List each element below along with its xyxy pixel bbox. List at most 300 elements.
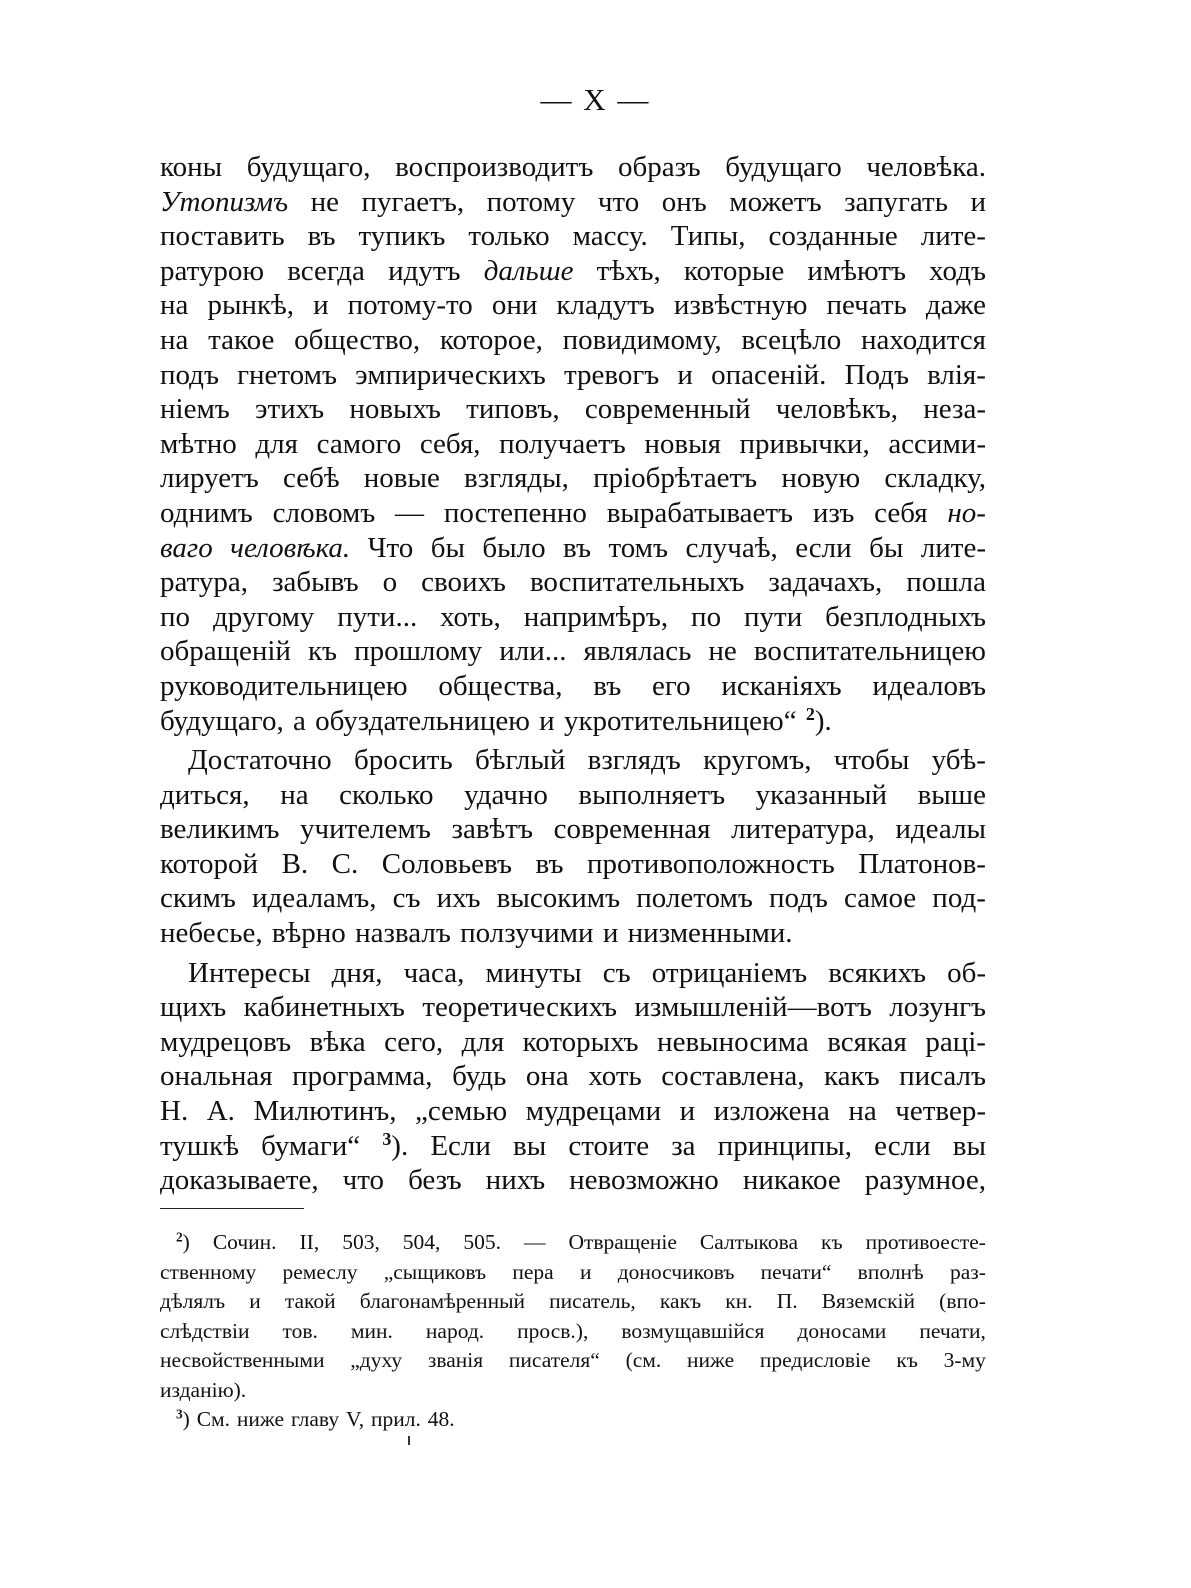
text-run: онъ — [661, 185, 707, 218]
text-line — [160, 150, 986, 185]
text-run: учителемъ — [300, 813, 431, 846]
word — [160, 881, 236, 916]
word — [845, 358, 909, 393]
text-run: — — [523, 1230, 546, 1254]
text-run: будущаго — [725, 151, 842, 183]
word — [848, 1094, 876, 1129]
text-run: самое — [844, 882, 917, 915]
word — [160, 1059, 273, 1094]
word — [744, 600, 802, 635]
text-run: неза- — [923, 393, 986, 426]
word — [944, 1346, 986, 1376]
text-line — [160, 990, 986, 1025]
text-run: задачахъ, — [768, 566, 883, 599]
text-run: всегда — [287, 254, 365, 287]
text-run: всецѣло — [741, 323, 842, 356]
text-run: вѣрно — [271, 917, 346, 950]
text-run: всякихъ — [828, 956, 926, 989]
word — [466, 392, 559, 427]
word — [255, 427, 298, 462]
word — [661, 1059, 804, 1094]
text-run: пугаетъ, — [361, 185, 465, 218]
word — [768, 219, 897, 254]
word — [684, 254, 784, 289]
text-run: отрицаніемъ — [651, 956, 808, 989]
word — [403, 1228, 441, 1258]
word — [300, 1228, 320, 1258]
text-run: однимъ — [160, 496, 253, 529]
footnote-line — [160, 1405, 986, 1435]
word — [608, 531, 668, 566]
text-run: поставить — [160, 220, 285, 253]
text-run: исканіяхъ — [721, 669, 842, 702]
text-run: если — [874, 1129, 931, 1162]
text-run: мудрецами — [525, 1095, 662, 1128]
word — [188, 743, 332, 778]
word — [947, 496, 986, 531]
text-run: съ — [602, 956, 631, 989]
word — [844, 185, 948, 220]
word — [230, 531, 350, 566]
text-run: идутъ — [388, 254, 461, 287]
word — [906, 565, 986, 600]
word — [160, 531, 213, 566]
word — [813, 496, 854, 531]
text-run: небесье, — [160, 917, 263, 950]
text-run: возмущавшійся — [621, 1318, 765, 1343]
word — [160, 778, 250, 813]
word — [176, 1405, 190, 1435]
text-run: что — [342, 1164, 385, 1197]
text-run: будущаго, — [160, 704, 284, 737]
text-run: ратура, — [160, 566, 249, 599]
text-line — [160, 565, 986, 600]
text-run: бросить — [353, 744, 453, 777]
word — [468, 219, 549, 254]
word — [888, 427, 986, 462]
text-run: имѣютъ — [807, 254, 906, 287]
page-number: — X — — [540, 82, 651, 117]
word — [253, 1094, 396, 1129]
text-line — [160, 392, 986, 427]
text-run: кн. — [725, 1289, 753, 1313]
text-run: и — [539, 704, 555, 737]
text-run: 3-му — [943, 1348, 986, 1372]
word — [272, 916, 346, 951]
word — [252, 881, 377, 916]
emphasis: человѣка. — [230, 531, 351, 564]
word — [160, 916, 263, 951]
text-run: новую — [781, 462, 861, 495]
text-run: словомъ — [272, 496, 376, 529]
text-run: ) — [182, 1407, 190, 1431]
text-run: никакое — [742, 1164, 841, 1197]
word — [652, 669, 691, 704]
print-speck — [408, 1436, 410, 1445]
word — [564, 358, 659, 393]
word — [760, 1346, 871, 1376]
word — [939, 1287, 986, 1317]
word — [671, 1129, 695, 1164]
word — [573, 219, 648, 254]
word — [660, 1287, 701, 1317]
text-run: лируетъ — [160, 462, 259, 495]
text-run: запугать — [844, 185, 948, 218]
text-run: 504, — [402, 1230, 441, 1254]
text-run: доносами — [797, 1318, 887, 1343]
text-run: выше — [917, 778, 986, 811]
word — [861, 323, 986, 358]
text-run: Типы, — [670, 220, 746, 253]
word — [578, 778, 725, 813]
text-run: П. — [776, 1289, 798, 1313]
word — [593, 461, 757, 496]
text-run: для — [255, 427, 298, 460]
text-line — [160, 1129, 986, 1164]
text-run: вы — [952, 1129, 986, 1162]
word — [188, 956, 310, 991]
text-run: человѣка. — [866, 151, 986, 183]
text-run: себѣ — [282, 462, 340, 495]
text-run: указанный — [755, 778, 888, 811]
word — [636, 881, 753, 916]
word — [160, 288, 188, 323]
word — [350, 1346, 402, 1376]
text-run: укротительницею“ — [563, 704, 797, 737]
text-run: Отвращеніе — [568, 1230, 677, 1254]
word — [539, 704, 555, 739]
word — [294, 323, 420, 358]
text-run: подъ — [768, 882, 828, 915]
word — [517, 1317, 588, 1347]
text-run: случаѣ, — [685, 531, 778, 564]
text-run: забывъ — [272, 566, 359, 599]
text-run: слѣдствіи — [160, 1318, 250, 1343]
word — [383, 565, 398, 600]
word — [711, 358, 826, 393]
text-run: Платонов- — [858, 847, 986, 880]
word — [208, 323, 274, 358]
text-run: потому — [486, 185, 576, 218]
word — [310, 1025, 366, 1060]
word — [497, 881, 621, 916]
text-run: будь — [452, 1060, 507, 1093]
word — [970, 185, 986, 220]
text-run: человѣкъ, — [775, 393, 899, 426]
word — [844, 881, 916, 916]
text-run: мѣтно — [160, 427, 237, 460]
text-run: о — [382, 566, 398, 599]
text-run: мин. — [350, 1318, 393, 1343]
text-run: программа, — [292, 1060, 433, 1093]
text-run: влія- — [927, 358, 986, 391]
text-run: которое, — [439, 323, 543, 356]
text-run: вполнѣ — [857, 1259, 924, 1284]
text-run: предисловіе — [759, 1348, 871, 1372]
word — [634, 990, 871, 1025]
text-run: опасеній. — [711, 358, 827, 391]
word — [929, 254, 986, 289]
word — [781, 461, 860, 496]
word — [626, 1346, 662, 1376]
emphasis: ваго — [160, 531, 213, 564]
text-run: тревогъ — [563, 358, 660, 391]
word — [674, 288, 808, 323]
text-run: 505. — [463, 1230, 501, 1254]
text-run: доносчиковъ — [617, 1259, 735, 1284]
word — [261, 1129, 360, 1164]
text-run: сего, — [384, 1025, 444, 1058]
word — [731, 812, 875, 847]
word — [603, 916, 619, 951]
word — [317, 427, 402, 462]
word — [388, 254, 460, 289]
text-line — [160, 185, 986, 220]
text-run: бы — [430, 531, 465, 564]
text-run: за — [671, 1129, 696, 1162]
word — [825, 600, 986, 635]
footnote-marker: 3 — [382, 1128, 392, 1149]
text-run: и — [313, 289, 329, 322]
text-run: по — [160, 600, 191, 633]
footnote-line — [160, 1346, 986, 1376]
word — [671, 219, 746, 254]
word — [213, 1228, 277, 1258]
word — [921, 219, 986, 254]
text-run: привычки, — [739, 427, 870, 460]
emphasis: дальше — [483, 254, 574, 287]
text-run: раз- — [949, 1259, 986, 1284]
word — [536, 847, 564, 882]
word — [607, 496, 793, 531]
word — [512, 1258, 553, 1288]
text-run: созданные — [768, 220, 898, 253]
word — [797, 1317, 886, 1347]
text-run: и — [679, 1095, 696, 1128]
text-run: II, — [299, 1230, 320, 1254]
emphasis: Утопизмъ — [160, 185, 289, 218]
word — [569, 1163, 719, 1198]
word — [160, 323, 188, 358]
word — [524, 1228, 546, 1258]
text-run: нихъ — [485, 1164, 546, 1197]
word — [513, 1129, 546, 1164]
text-run: идеаламъ, — [251, 882, 377, 915]
word — [827, 1025, 907, 1060]
text-run: бы — [869, 531, 904, 564]
word — [404, 956, 465, 991]
footnote-line — [160, 1258, 986, 1288]
word — [564, 704, 797, 739]
word — [283, 461, 340, 496]
text-run: пути... — [337, 600, 418, 633]
word — [160, 1163, 319, 1198]
word — [768, 565, 882, 600]
text-line — [160, 1094, 986, 1129]
text-run: Салтыкова — [699, 1230, 799, 1254]
text-run: доказываете, — [160, 1164, 319, 1197]
text-run: 503, — [342, 1230, 380, 1254]
text-line — [160, 1163, 986, 1198]
word — [598, 185, 639, 220]
text-run: назвалъ — [355, 917, 451, 950]
text-line — [160, 461, 986, 496]
word — [308, 219, 336, 254]
word — [685, 531, 777, 566]
text-run: этихъ — [255, 393, 325, 426]
word — [523, 1025, 639, 1060]
word — [926, 288, 986, 323]
word — [583, 634, 691, 669]
text-run: не — [310, 185, 340, 218]
word — [280, 778, 308, 813]
word — [587, 847, 835, 882]
text-run: печати“ — [760, 1259, 832, 1284]
word — [568, 1228, 677, 1258]
text-run: народ. — [425, 1318, 485, 1343]
text-run: печати, — [919, 1318, 986, 1343]
text-run: къ — [307, 635, 338, 668]
text-run: завѣтъ — [451, 813, 533, 846]
text-run: на — [160, 289, 189, 322]
word — [950, 1258, 986, 1288]
text-run: безплодныхъ — [825, 600, 986, 633]
word — [291, 1405, 339, 1435]
word — [858, 847, 986, 882]
text-run: она — [525, 1060, 569, 1093]
word — [237, 358, 337, 393]
text-run: полетомъ — [636, 882, 753, 915]
text-run: V, — [345, 1407, 365, 1431]
text-line — [160, 778, 986, 813]
footnote-line — [160, 1228, 986, 1258]
text-run: противоположность — [586, 847, 835, 880]
text-run: въ — [535, 847, 564, 880]
word — [499, 427, 626, 462]
text-run: лите- — [920, 531, 986, 564]
text-run: на — [280, 778, 309, 811]
text-run: невыносима — [657, 1025, 809, 1058]
word — [795, 531, 851, 566]
word — [408, 1163, 462, 1198]
text-run: хоть — [588, 1060, 642, 1093]
word — [351, 1317, 393, 1347]
text-run: или... — [499, 635, 567, 668]
text-run: низменными. — [627, 917, 793, 950]
word — [426, 1317, 484, 1347]
text-run: такое — [208, 323, 275, 356]
word — [821, 1228, 843, 1258]
text-line — [160, 743, 986, 778]
text-run: идеалы — [895, 813, 986, 846]
text-run: новыхъ — [349, 393, 441, 426]
word — [657, 1025, 809, 1060]
word — [393, 881, 421, 916]
word — [769, 881, 828, 916]
text-line — [160, 323, 986, 358]
text-run: разумное, — [864, 1164, 986, 1197]
word — [160, 185, 288, 220]
text-run: воспроизводитъ — [395, 151, 594, 183]
word — [927, 358, 986, 393]
word — [160, 150, 222, 185]
text-run: и — [677, 358, 693, 391]
text-run: невозможно — [569, 1164, 719, 1197]
word — [899, 1059, 986, 1094]
word — [858, 1258, 924, 1288]
footnote-marker: 3 — [176, 1406, 183, 1422]
word — [300, 812, 431, 847]
text-run: своихъ — [421, 566, 506, 599]
text-run: извѣстную — [673, 289, 808, 322]
word — [207, 1094, 235, 1129]
word — [918, 778, 986, 813]
word — [462, 1025, 505, 1060]
text-run: бумаги“ — [261, 1129, 361, 1162]
word — [384, 1025, 443, 1060]
text-run: тушкѣ — [160, 1129, 239, 1162]
word — [872, 669, 986, 704]
text-run: измышленій—вотъ — [634, 991, 872, 1024]
word — [580, 1258, 592, 1288]
text-run: принципы, — [717, 1129, 853, 1162]
text-run: коны — [160, 151, 223, 183]
text-run: которой — [160, 847, 259, 880]
text-run: на — [160, 323, 189, 356]
footnote-separator — [160, 1208, 304, 1209]
text-run: составлена, — [661, 1060, 805, 1093]
text-run: было — [482, 531, 546, 564]
word — [464, 461, 569, 496]
word — [691, 600, 721, 635]
footnote-line — [160, 1376, 986, 1406]
text-run: хоть, — [440, 600, 501, 633]
footnotes — [160, 1228, 986, 1435]
text-run: въ — [563, 531, 591, 564]
text-run: гнетомъ — [237, 358, 337, 391]
word — [160, 1025, 291, 1060]
text-run: ходъ — [929, 254, 986, 287]
text-run: тов. — [282, 1318, 318, 1343]
word — [703, 743, 811, 778]
word — [420, 427, 481, 462]
word — [360, 1287, 525, 1317]
word — [754, 634, 986, 669]
text-run: минуты — [485, 956, 582, 989]
word — [415, 1094, 507, 1129]
word — [932, 743, 986, 778]
text-run: обращеній — [160, 635, 291, 668]
word — [247, 150, 371, 185]
text-run: прошлому — [354, 635, 483, 668]
text-run: Что — [367, 531, 414, 564]
word — [160, 847, 258, 882]
word — [160, 358, 219, 393]
text-run: диться, — [160, 778, 250, 811]
word — [464, 778, 548, 813]
text-run: ниже — [236, 1407, 285, 1431]
word — [652, 956, 807, 991]
text-run: которыхъ — [522, 1025, 639, 1058]
text-run: массу. — [572, 220, 648, 253]
text-run: другому — [212, 600, 315, 633]
word — [487, 185, 576, 220]
emphasis: но- — [947, 496, 986, 529]
text-run: вы — [513, 1129, 547, 1162]
text-run: кладутъ — [556, 289, 655, 322]
text-line — [160, 916, 986, 951]
word — [160, 427, 237, 462]
